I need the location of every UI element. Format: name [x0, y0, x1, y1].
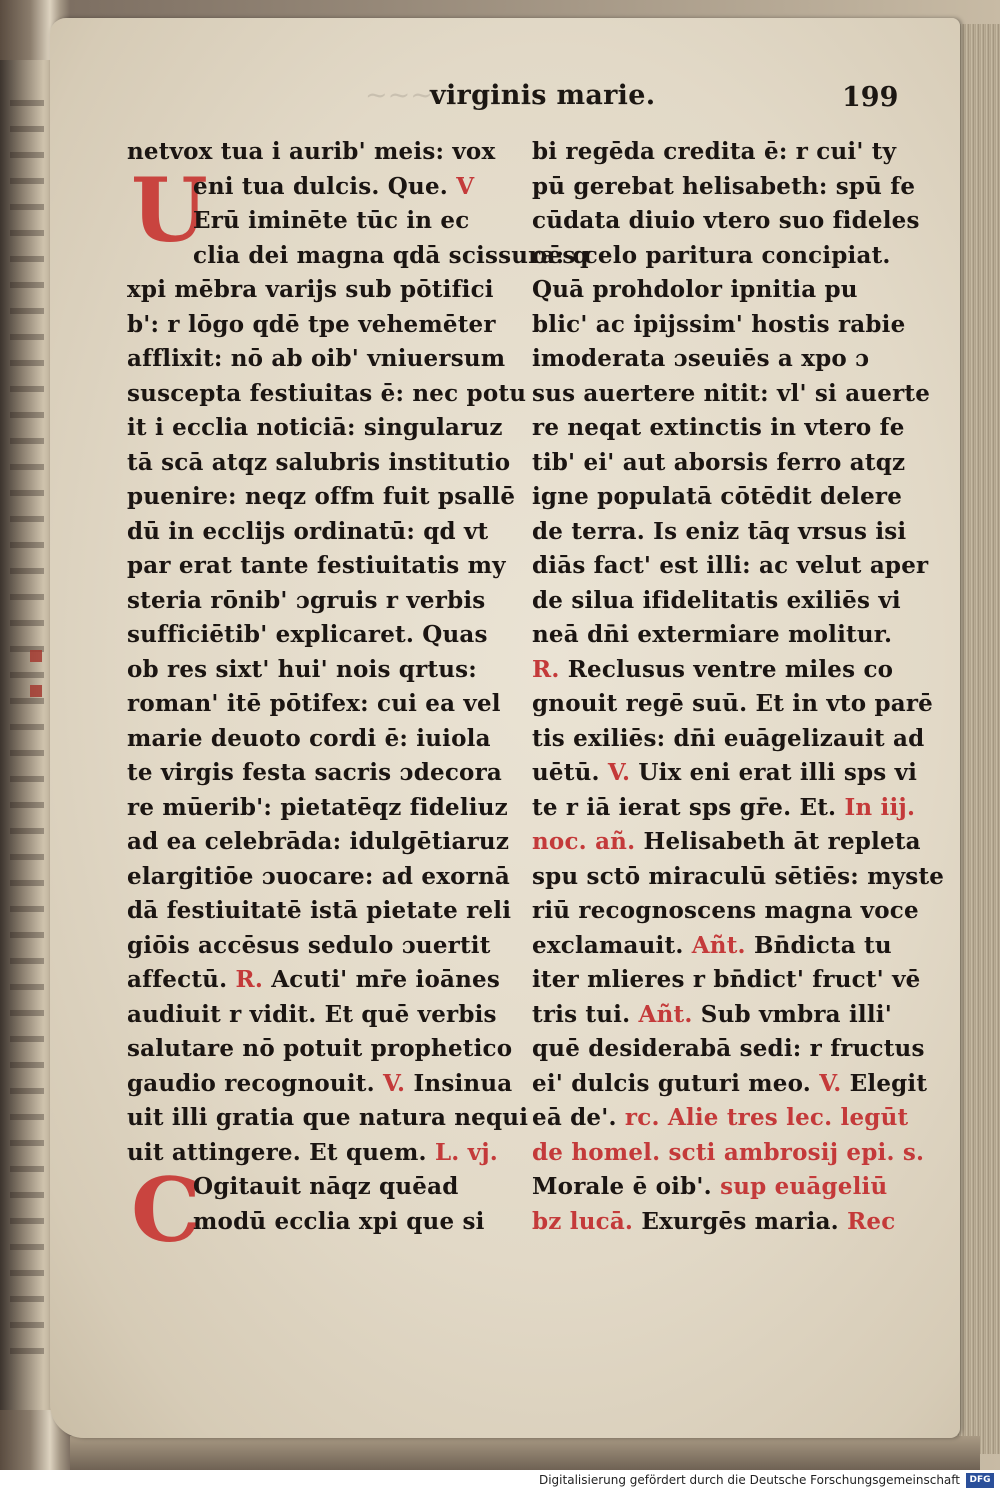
text-line [532, 1067, 928, 1102]
body-text: steria rōnib' ɔgruis r verbis [127, 586, 486, 614]
body-text: xpi mēbra varijs sub pōtifici [127, 276, 494, 303]
dfg-logo: DFG [966, 1473, 994, 1488]
text-line [532, 998, 894, 1033]
rubric-text: bz lucā. [532, 1207, 634, 1235]
body-text: ei' dulcis guturi meo. [532, 1069, 820, 1097]
body-text: de silua ifidelitatis exiliēs vi [532, 586, 901, 614]
text-line [532, 1170, 894, 1205]
body-text: afflixit: nō ab oib' vniuersum [127, 345, 506, 372]
body-text: roman' itē pōtifex: cui ea vel [127, 690, 501, 717]
text-line [127, 894, 512, 929]
text-line [127, 377, 527, 412]
rubric-text: V. [607, 759, 631, 786]
text-column-right [532, 135, 945, 1239]
body-text: imoderata ɔseuiēs a xpo ɔ [532, 345, 870, 372]
text-line [532, 618, 894, 653]
body-text: neā dn̄i extermiare molitur. [532, 621, 893, 648]
rubric-text: In iij. [844, 793, 916, 821]
text-line [532, 963, 921, 998]
rubric-text: rc. Alie tres lec. legūt [624, 1104, 909, 1131]
body-text: elargitiōe ɔuocare: ad exornā [127, 862, 510, 890]
text-line [127, 273, 494, 308]
body-text: giōis accēsus sedulo ɔuertit [127, 931, 491, 959]
text-line [127, 653, 489, 688]
body-text: eā de'. [532, 1104, 625, 1131]
body-text: audiuit r vidit. Et quē verbis [127, 1000, 497, 1028]
body-text: affectū. [127, 966, 236, 993]
body-text: Erū iminēte tūc in ec [193, 207, 470, 234]
body-text: tis exiliēs: dn̄i euāgelizauit ad [532, 724, 925, 752]
body-text: par erat tante festiuitatis my [127, 552, 506, 579]
rubric-text: R. [235, 966, 264, 993]
body-text: uit illi gratia que natura nequi [127, 1104, 529, 1131]
body-text: tib' ei' aut aborsis ferro atqz [532, 448, 906, 476]
body-text: netvox tua i aurib' meis: vox [127, 138, 496, 165]
body-text: oēs celo paritura concipiat. [532, 241, 891, 269]
body-text: salutare nō potuit prophetico [127, 1035, 513, 1062]
body-text: Elegit [841, 1069, 928, 1097]
decorated-initial: C [131, 1158, 202, 1262]
text-line [127, 860, 510, 895]
rubric-text: sup euāgeliū [720, 1173, 888, 1200]
book-bottom-edge [70, 1436, 980, 1470]
body-text: spu sctō miraculū sētiēs: myste [532, 862, 945, 890]
text-line [127, 584, 489, 619]
text-line [127, 722, 489, 757]
text-line [532, 1032, 925, 1067]
rubric-text: Añt. [691, 931, 746, 959]
body-text: exclamauit. [532, 931, 692, 959]
facing-page-text-bleed [10, 100, 44, 1360]
text-line [127, 342, 506, 377]
text-line [127, 308, 496, 343]
body-text: eni tua dulcis. Que. [193, 172, 457, 200]
text-line [532, 584, 901, 619]
body-text: Morale ē oib'. [532, 1173, 721, 1200]
text-line [532, 756, 918, 791]
facing-page-rubric-mark [30, 685, 42, 697]
body-text: gaudio recognouit. [127, 1069, 384, 1097]
text-line [127, 515, 489, 550]
body-text: clia dei magna qdā scissura: q [193, 241, 589, 269]
text-line [127, 1032, 513, 1067]
text-line [532, 894, 919, 929]
text-line [127, 1136, 499, 1171]
text-line [532, 239, 894, 274]
body-text: Exurgēs maria. [633, 1207, 848, 1235]
rubric-text: de homel. scti ambrosij epi. s. [532, 1138, 925, 1166]
body-text: uit attingere. Et quem. [127, 1138, 435, 1166]
body-text: ad ea celebrāda: idulgētiaruz [127, 828, 510, 855]
rubric-text: V. [383, 1069, 406, 1097]
body-text: Bn̄dicta tu [745, 931, 892, 959]
body-text: Reclusus ventre miles co [559, 655, 894, 683]
body-text: Helisabeth āt repleta [635, 828, 921, 855]
body-text: sus auertere nitit: vl' si auerte [532, 379, 931, 407]
body-text: dū in ecclijs ordinatū: qd vt [127, 517, 489, 545]
body-text: tā scā atqz salubris institutio [127, 448, 511, 476]
body-text: suscepta festiuitas ē: nec potu [127, 379, 527, 407]
text-line [127, 135, 496, 170]
body-text: it i ecclia noticiā: singularuz [127, 414, 503, 441]
text-line [532, 791, 916, 826]
funding-credit: Digitalisierung gefördert durch die Deutsche Forschungsgemeinschaft [538, 1473, 960, 1487]
text-line [127, 929, 489, 964]
facing-page-rubric-mark [30, 650, 42, 662]
rubric-text: R. [532, 655, 560, 683]
rubric-text: noc. añ. [532, 828, 636, 855]
text-line [532, 860, 945, 895]
text-line [532, 1136, 925, 1171]
decorated-initial: U [131, 157, 208, 262]
text-line [532, 446, 906, 481]
text-line [532, 549, 929, 584]
text-line [532, 1205, 894, 1240]
body-text: uētū. [532, 759, 608, 786]
text-line [127, 756, 503, 791]
body-text: blic' ac ipijssim' hostis rabie [532, 310, 906, 338]
body-text: iter mlieres r bn̄dict' fruct' vē [532, 966, 921, 993]
body-text: te virgis festa sacris ɔdecora [127, 759, 503, 786]
body-text: Sub vmbra illi' [692, 1000, 892, 1028]
rubric-text: L. vj. [434, 1138, 499, 1166]
body-text: b': r lōgo qdē tpe vehemēter [127, 310, 496, 338]
digitization-footer [0, 1470, 1000, 1492]
body-text: bi regēda credita ē: r cui' ty [532, 138, 897, 165]
body-text: re neqat extinctis in vtero fe [532, 414, 905, 441]
body-text: re mūerib': pietatēqz fideliuz [127, 793, 508, 821]
text-line [127, 791, 508, 826]
body-text: ob res sixt' hui' nois qrtus: [127, 655, 477, 683]
text-line [127, 1067, 513, 1102]
book-fore-edge [955, 24, 1000, 1454]
text-line [127, 411, 503, 446]
text-line [127, 1101, 529, 1136]
text-line [532, 377, 931, 412]
body-text: Uix eni erat illi sps vi [630, 759, 918, 786]
text-line [532, 204, 920, 239]
text-line [532, 1101, 909, 1136]
text-line [532, 825, 921, 860]
body-text: diās fact' est illi: ac velut aper [532, 552, 929, 579]
text-line [532, 687, 934, 722]
text-line [532, 722, 925, 757]
body-text: Acuti' mr̄e ioānes [263, 966, 501, 993]
body-text: te r iā ierat sps gr̄e. Et. [532, 793, 845, 821]
body-text: pū gerebat helisabeth: spū fe [532, 172, 916, 200]
text-line [532, 653, 894, 688]
rubric-text: V [456, 172, 475, 200]
rubric-text: V. [819, 1069, 842, 1097]
page-number: 199 [842, 82, 899, 113]
body-text: marie deuoto cordi ē: iuiola [127, 724, 491, 752]
body-text: Quā prohdolor ipnitia pu [532, 276, 858, 303]
text-line [127, 963, 501, 998]
body-text: de terra. Is eniz tāq vrsus isi [532, 517, 907, 545]
text-line [127, 998, 497, 1033]
text-line [532, 480, 903, 515]
body-text: quē desiderabā sedi: r fructus [532, 1035, 925, 1062]
text-line [127, 446, 511, 481]
body-text: puenire: neqz offm fuit psallē [127, 483, 516, 510]
text-line [532, 515, 907, 550]
body-text: modū ecclia xpi que si [193, 1207, 485, 1235]
rubric-text: Rec [847, 1207, 896, 1235]
text-line [127, 618, 489, 653]
body-text: cūdata diuio vtero suo fideles [532, 207, 920, 234]
body-text: gnouit regē suū. Et in vto parē [532, 690, 934, 717]
running-head: virginis marie. [430, 80, 656, 111]
text-line [532, 273, 894, 308]
body-text: Insinua [405, 1069, 513, 1097]
text-line [532, 411, 905, 446]
text-line [127, 480, 516, 515]
text-line [127, 687, 501, 722]
body-text: riū recognoscens magna voce [532, 897, 919, 924]
rubric-text: Añt. [638, 1000, 693, 1028]
body-text: dā festiuitatē istā pietate reli [127, 897, 512, 924]
text-line [532, 170, 916, 205]
body-text: Ogitauit nāqz quēad [193, 1173, 459, 1200]
running-head-show-through: ~~~ [365, 80, 433, 111]
body-text: tris tui. [532, 1000, 639, 1028]
text-line [532, 929, 894, 964]
text-line [532, 308, 906, 343]
text-line [127, 549, 506, 584]
text-line [127, 825, 510, 860]
text-line [532, 342, 894, 377]
text-line [532, 135, 897, 170]
body-text: sufficiētib' explicaret. Quas [127, 621, 488, 648]
body-text: igne populatā cōtēdit delere [532, 483, 903, 510]
